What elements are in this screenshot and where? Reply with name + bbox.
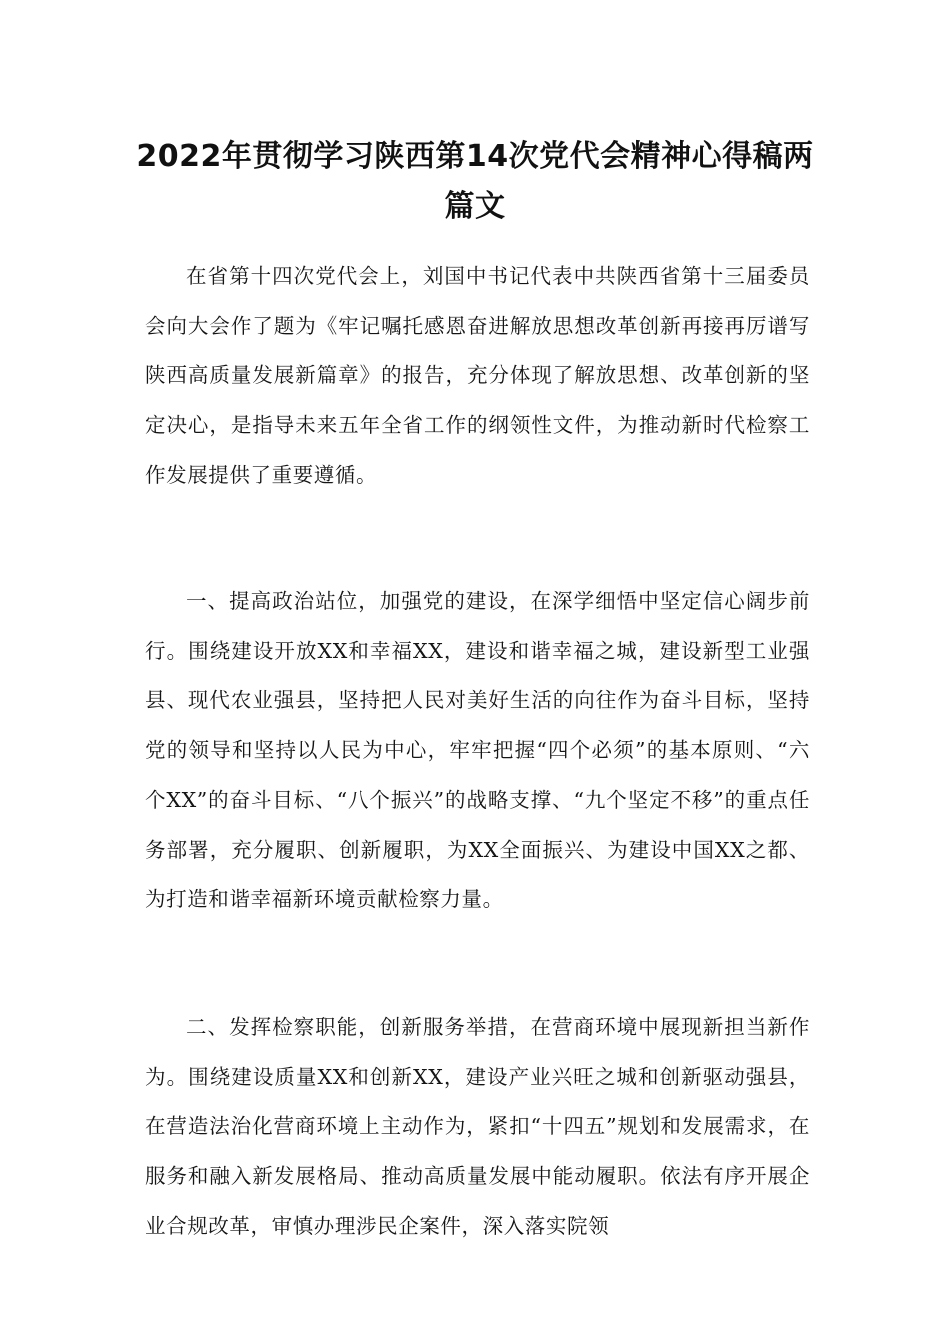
document-title: 2022年贯彻学习陕西第14次党代会精神心得稿两篇文 [136, 139, 814, 224]
section-two-paragraph: 二、发挥检察职能，创新服务举措，在营商环境中展现新担当新作为。围绕建设质量XX和创新XX，建设产业兴旺之城和创新驱动强县，在营造法治化营商环境上主动作为，紧扣“十四五”规划和发展需求，在服务和融入新发展格局、推动高质量发展中能动履职。依法有序开展企业合规改革，审慎办理涉民企案件，深入落实院领 [145, 1015, 810, 1238]
intro-paragraph: 在省第十四次党代会上，刘国中书记代表中共陕西省第十三届委员会向大会作了题为《牢记嘱托感恩奋进解放思想改革创新再接再厉谱写陕西高质量发展新篇章》的报告，充分体现了解放思想、改革创新的坚定决心，是指导未来五年全省工作的纲领性文件，为推动新时代检察工作发展提供了重要遵循。 [145, 264, 810, 487]
section-one-paragraph: 一、提高政治站位，加强党的建设，在深学细悟中坚定信心阔步前行。围绕建设开放XX和幸福XX，建设和谐幸福之城，建设新型工业强县、现代农业强县，坚持把人民对美好生活的向往作为奋斗目标，坚持党的领导和坚持以人民为中心，牢牢把握“四个必须”的基本原则、“六个XX”的奋斗目标、“八个振兴”的战略支撑、“九个坚定不移”的重点任务部署，充分履职、创新履职，为XX全面振兴、为建设中国XX之都、为打造和谐幸福新环境贡献检察力量。 [145, 589, 810, 912]
